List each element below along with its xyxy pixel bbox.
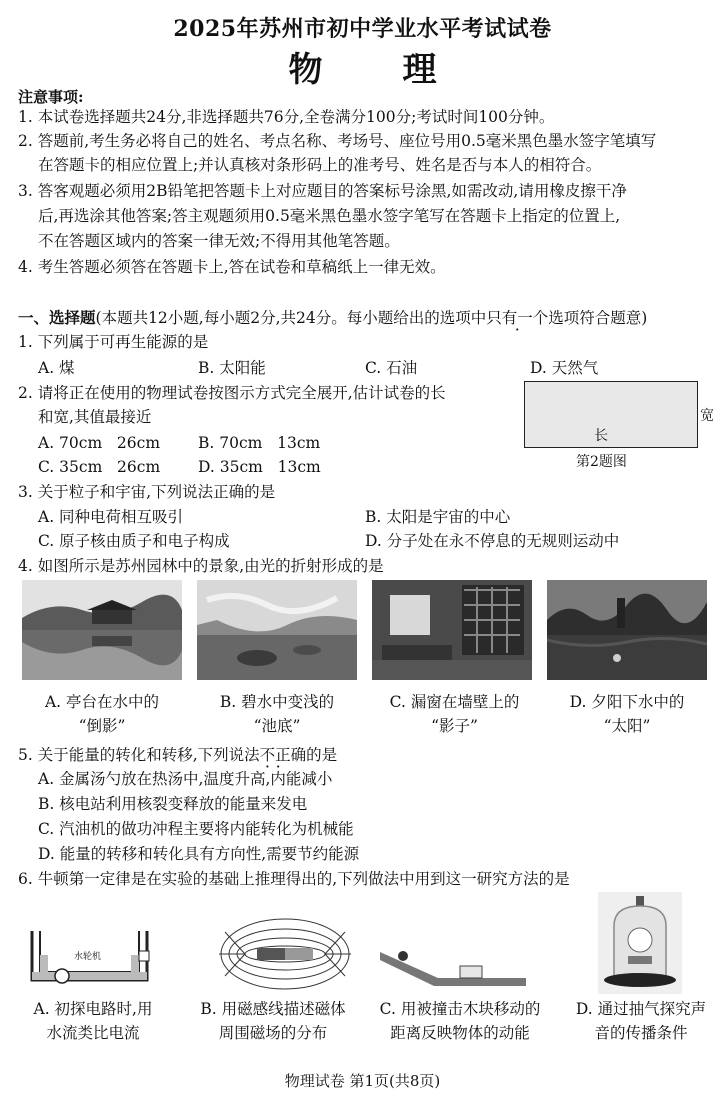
q5-option-b: B. 核电站利用核裂变释放的能量来发电 (38, 795, 308, 813)
q5-option-a-emphasis: 内 (270, 770, 286, 788)
q6-option-a-line1: A. 初探电路时,用 (33, 1000, 153, 1018)
q1-option-d: D. 天然气 (530, 359, 599, 377)
q6-option-c-line1: C. 用被撞击木块移动的 (379, 1000, 541, 1018)
q3-option-d: D. 分子处在永不停息的无规则运动中 (365, 532, 620, 550)
q2-option-b: B. 70cm 13cm (198, 434, 321, 452)
q4-option-a-line2: “倒影” (78, 717, 126, 735)
section-heading (18, 307, 647, 329)
notice-item-2: 2. 答题前,考生务必将自己的姓名、考点名称、考场号、座位号用0.5毫米黑色墨水签字笔填写 (18, 132, 657, 150)
q6-option-d (566, 997, 716, 1045)
notice-item-3-cont2: 不在答题区域内的答案一律无效;不得用其他笔答题。 (38, 232, 400, 250)
q4-photo-window-shadow (372, 580, 532, 680)
notice-item-4: 4. 考生答题必须答在答题卡上,答在试卷和草稿纸上一律无效。 (18, 258, 446, 276)
q2-option-d: D. 35cm 13cm (198, 458, 321, 476)
q5-stem (18, 744, 337, 766)
subject-title: 物理 (288, 50, 517, 90)
q6-option-b-line2: 周围磁场的分布 (218, 1024, 328, 1042)
q3-option-b: B. 太阳是宇宙的中心 (365, 508, 511, 526)
q4-option-c (372, 690, 537, 738)
notice-item-2-cont: 在答题卡的相应位置上;并认真核对条形码上的准考号、姓名是否与本人的相符合。 (38, 156, 602, 174)
q5-option-a-part2: 能减小 (285, 770, 333, 788)
q2-paper-figure (524, 381, 698, 448)
q6-option-d-line2: 音的传播条件 (594, 1024, 688, 1042)
q6-figure-ramp-block (378, 942, 528, 992)
q2-stem-cont: 和宽,其值最接近 (38, 408, 152, 426)
notice-item-3-cont: 后,再选涂其他答案;答主观题须用0.5毫米黑色墨水签字笔写在答题卡上指定的位置上, (38, 207, 621, 225)
q2-fig-wide-label: 宽 (700, 408, 714, 424)
q5-stem-a: 5. 关于能量的转化和转移,下列说法 (18, 746, 260, 764)
q5-option-a (38, 768, 332, 790)
q4-photo-pond-bottom (197, 580, 357, 680)
section-desc-emphasis: 只有一个 (486, 309, 549, 327)
q3-stem: 3. 关于粒子和宇宙,下列说法正确的是 (18, 483, 276, 501)
exam-title: 2025年苏州市初中学业水平考试试卷 (173, 16, 552, 42)
q6-figure-magnetic-field (215, 912, 355, 996)
q5-option-d: D. 能量的转移和转化具有方向性,需要节约能源 (38, 845, 360, 863)
q6-option-b (188, 997, 358, 1045)
q4-option-d-line1: D. 夕阳下水中的 (569, 693, 685, 711)
section-desc-a: (本题共12小题,每小题2分,共24分。每小题给出的选项中 (95, 309, 487, 327)
q6-option-a (18, 997, 168, 1045)
q2-fig-long-label: 长 (594, 428, 608, 444)
q5-stem-emphasis: 不 (259, 746, 276, 764)
q2-option-a: A. 70cm 26cm (38, 434, 161, 452)
q6-stem: 6. 牛顿第一定律是在实验的基础上推理得出的,下列做法中用到这一研究方法的是 (18, 870, 570, 888)
q4-option-b-line1: B. 碧水中变浅的 (219, 693, 335, 711)
q6-figure-bell-jar (598, 892, 682, 994)
q5-option-a-part1: A. 金属汤勺放在热汤中,温度升高, (38, 770, 271, 788)
q2-stem: 2. 请将正在使用的物理试卷按图示方式完全展开,估计试卷的长 (18, 384, 446, 402)
q4-option-a (22, 690, 182, 738)
notice-item-1: 1. 本试卷选择题共24分,非选择题共76分,全卷满分100分;考试时间100分钟。 (18, 108, 555, 126)
q6-option-c-line2: 距离反映物体的动能 (390, 1024, 530, 1042)
q1-stem: 1. 下列属于可再生能源的是 (18, 333, 209, 351)
q6-option-d-line1: D. 通过抽气探究声 (575, 1000, 707, 1018)
q5-stem-b: 正确的是 (275, 746, 338, 764)
notice-item-3: 3. 答客观题必须用2B铅笔把答题卡上对应题目的答案标号涂黑,如需改动,请用橡皮擦干净 (18, 182, 627, 200)
section-label: 一、选择题 (18, 308, 96, 327)
q6-figure-a-label: 水轮机 (74, 952, 102, 962)
q4-option-d (547, 690, 707, 738)
q4-photo-pavilion-reflection (22, 580, 182, 680)
q6-option-c (370, 997, 550, 1045)
q4-photo-sunset-water (547, 580, 707, 680)
q4-option-d-line2: “太阳” (603, 717, 651, 735)
q6-option-b-line1: B. 用磁感线描述磁体 (200, 1000, 346, 1018)
q1-option-c: C. 石油 (365, 359, 418, 377)
page-footer: 物理试卷 第1页(共8页) (284, 1072, 441, 1090)
q3-option-a: A. 同种电荷相互吸引 (38, 508, 184, 526)
q4-option-c-line2: “影子” (431, 717, 478, 735)
q4-option-a-line1: A. 亭台在水中的 (44, 693, 160, 711)
q1-option-a: A. 煤 (38, 359, 75, 377)
q5-option-c: C. 汽油机的做功冲程主要将内能转化为机械能 (38, 820, 354, 838)
q6-option-a-line2: 水流类比电流 (46, 1024, 140, 1042)
section-desc-b: 选项符合题意) (548, 309, 648, 327)
q2-option-c: C. 35cm 26cm (38, 458, 161, 476)
q1-option-b: B. 太阳能 (198, 359, 266, 377)
q4-stem: 4. 如图所示是苏州园林中的景象,由光的折射形成的是 (18, 557, 384, 575)
q2-fig-caption: 第2题图 (576, 454, 627, 470)
q4-option-b-line2: “池底” (253, 717, 301, 735)
q4-option-c-line1: C. 漏窗在墙壁上的 (389, 693, 520, 711)
q4-option-b (197, 690, 357, 738)
q3-option-c: C. 原子核由质子和电子构成 (38, 532, 230, 550)
notice-heading: 注意事项: (18, 88, 84, 106)
